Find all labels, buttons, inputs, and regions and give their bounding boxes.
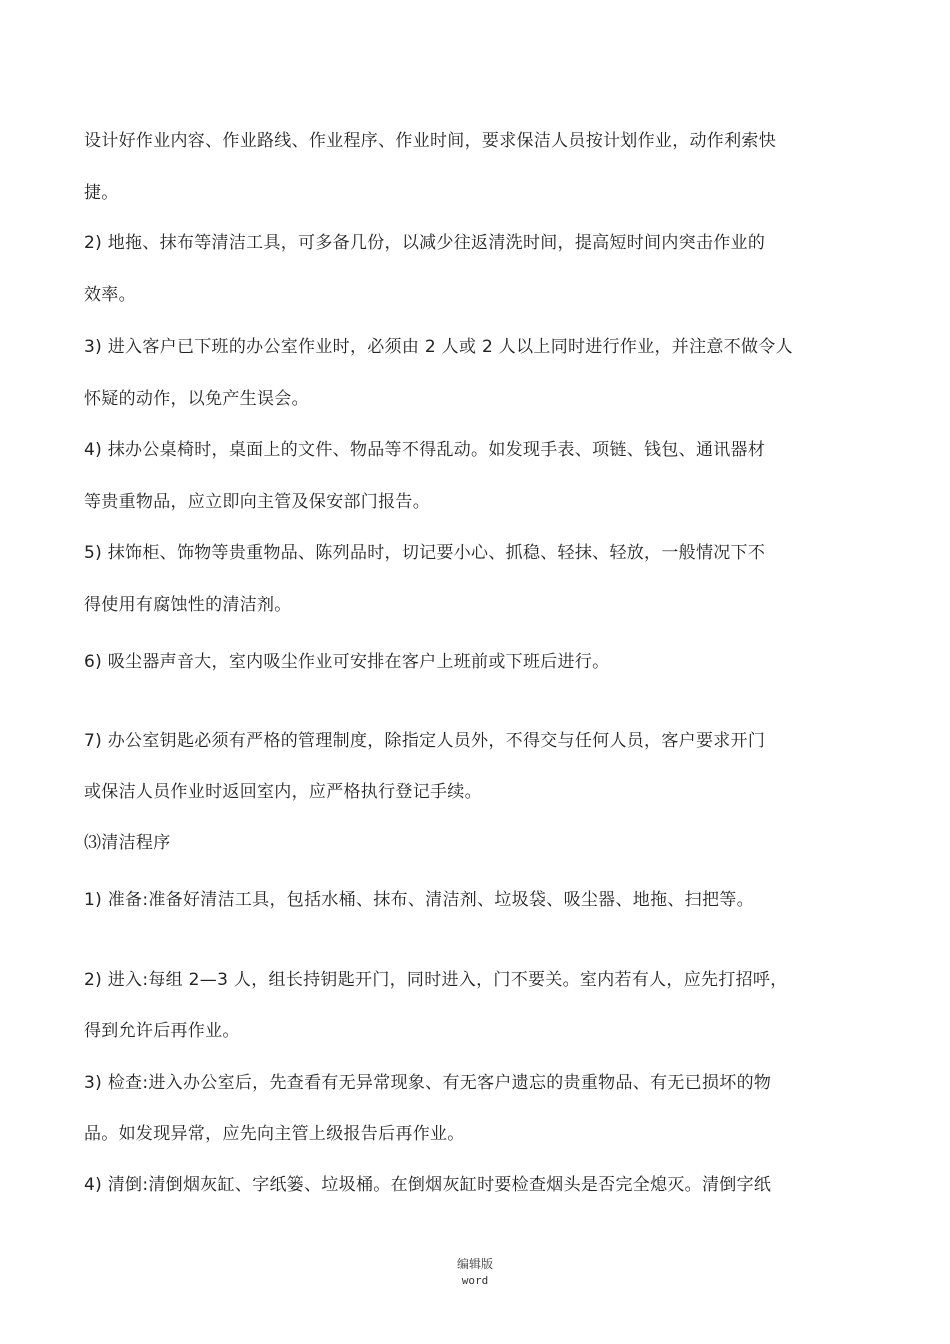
list-item-4: 4) 清倒:清倒烟灰缸、字纸篓、垃圾桶。在倒烟灰缸时要检查烟头是否完全熄灭。清倒字纸 xyxy=(84,1175,772,1195)
text-line: 得到允许后再作业。 xyxy=(84,1021,240,1041)
text-line: 设计好作业内容、作业路线、作业程序、作业时间，要求保洁人员按计划作业，动作利索快 xyxy=(84,131,776,151)
text-line: 等贵重物品，应立即向主管及保安部门报告。 xyxy=(84,492,430,512)
text-line: 品。如发现异常，应先向主管上级报告后再作业。 xyxy=(84,1124,465,1144)
list-item-2: 2) 进入:每组 2—3 人，组长持钥匙开门，同时进入，门不要关。室内若有人，应先打招呼， xyxy=(84,970,788,990)
footer-word: word xyxy=(461,1274,489,1287)
list-item-5: 5) 抹饰柜、饰物等贵重物品、陈列品时，切记要小心、抓稳、轻抹、轻放，一般情况下不 xyxy=(84,543,766,563)
list-item-3: 3) 进入客户已下班的办公室作业时，必须由 2 人或 2 人以上同时进行作业，并注意不做令人 xyxy=(84,337,793,357)
text-line: 或保洁人员作业时返回室内，应严格执行登记手续。 xyxy=(84,782,482,802)
list-item-2: 2) 地拖、抹布等清洁工具，可多备几份，以减少往返清洗时间，提高短时间内突击作业的 xyxy=(84,233,766,253)
list-item-1: 1) 准备:准备好清洁工具，包括水桶、抹布、清洁剂、垃圾袋、吸尘器、地拖、扫把等。 xyxy=(84,890,754,910)
section-heading: ⑶清洁程序 xyxy=(84,833,171,853)
list-item-7: 7) 办公室钥匙必须有严格的管理制度，除指定人员外，不得交与任何人员，客户要求开门 xyxy=(84,731,766,751)
text-line: 得使用有腐蚀性的清洁剂。 xyxy=(84,595,292,615)
footer-label: 编辑版 xyxy=(456,1257,493,1271)
text-line: 效率。 xyxy=(84,285,136,305)
list-item-6: 6) 吸尘器声音大，室内吸尘作业可安排在客户上班前或下班后进行。 xyxy=(84,652,610,672)
list-item-4: 4) 抹办公桌椅时，桌面上的文件、物品等不得乱动。如发现手表、项链、钱包、通讯器材 xyxy=(84,440,766,460)
text-line: 捷。 xyxy=(84,183,119,203)
text-line: 怀疑的动作，以免产生误会。 xyxy=(84,389,309,409)
list-item-3: 3) 检查:进入办公室后，先查看有无异常现象、有无客户遗忘的贵重物品、有无已损坏的物 xyxy=(84,1073,772,1093)
